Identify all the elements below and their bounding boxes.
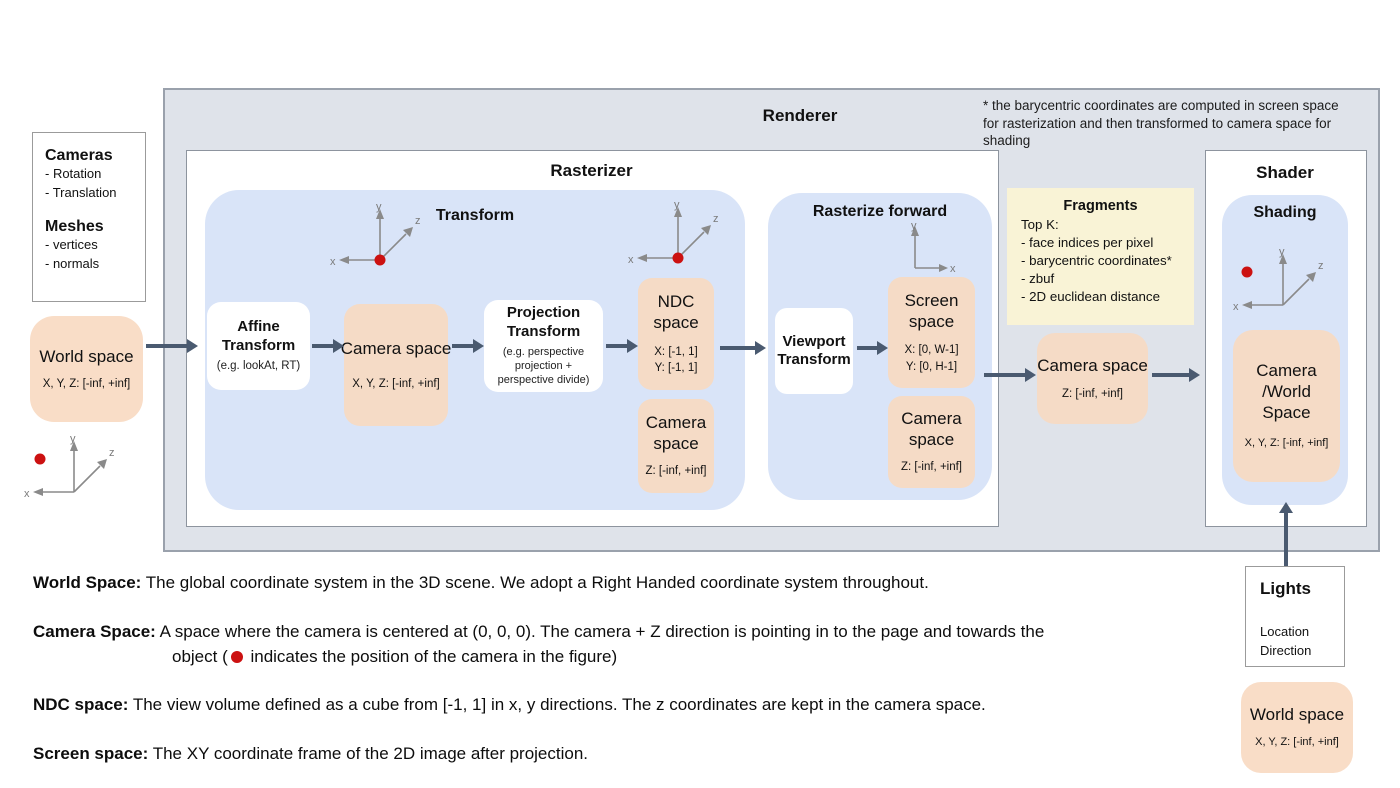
x-axis-label: x bbox=[24, 488, 30, 500]
definition-text: The XY coordinate frame of the 2D image after projection. bbox=[148, 744, 589, 763]
shading-axes-icon bbox=[1233, 243, 1325, 322]
flow-arrow-rasterizer-to-camera bbox=[984, 373, 1026, 377]
meshes-title: Meshes bbox=[45, 218, 104, 235]
y-axis-label: y bbox=[376, 201, 382, 213]
ndc-range-y: Y: [-1, 1] bbox=[654, 362, 698, 375]
world-space-title: World space bbox=[39, 346, 134, 366]
lights-item: Direction bbox=[1260, 642, 1312, 658]
world-space-input-box bbox=[30, 316, 143, 422]
affine-transform-title: Affine Transform bbox=[221, 318, 296, 354]
world-space-title: World space bbox=[1249, 705, 1345, 725]
camera-world-space-range: X, Y, Z: [-inf, +inf] bbox=[1244, 437, 1329, 450]
definition-term: NDC space: bbox=[33, 695, 129, 714]
viewport-transform-node bbox=[775, 308, 853, 394]
camera-space-z-range: Z: [-inf, +inf] bbox=[645, 465, 707, 478]
x-axis-label: x bbox=[1233, 301, 1239, 313]
world-space-lights-box bbox=[1241, 682, 1353, 773]
ndc-axes-icon bbox=[628, 196, 720, 275]
projection-transform-node bbox=[484, 300, 603, 392]
camera-space-range: Z: [-inf, +inf] bbox=[1061, 387, 1124, 400]
y-axis-label: y bbox=[674, 199, 680, 211]
definition-screen-space bbox=[33, 741, 1078, 766]
camera-space-z-range: Z: [-inf, +inf] bbox=[900, 461, 963, 474]
meshes-item: - vertices bbox=[45, 237, 98, 252]
affine-transform-subtitle: (e.g. lookAt, RT) bbox=[216, 359, 301, 372]
world-axes-icon bbox=[24, 430, 116, 509]
camera-world-space-box bbox=[1233, 330, 1340, 482]
definition-text: The global coordinate system in the 3D scene. We adopt a Right Handed coordinate system throughout. bbox=[141, 573, 929, 592]
viewport-transform-title: Viewport Transform bbox=[777, 332, 851, 368]
fragments-item: - face indices per pixel bbox=[1021, 235, 1154, 250]
shader-title: Shader bbox=[1256, 163, 1314, 182]
lights-item: Location bbox=[1260, 624, 1310, 639]
fragments-item: - zbuf bbox=[1021, 271, 1055, 286]
y-axis-label: y bbox=[70, 433, 76, 445]
z-axis-label: z bbox=[1318, 260, 1324, 272]
flow-arrow-projection-to-ndc bbox=[606, 344, 628, 348]
camera-space-title: Camera space bbox=[645, 412, 707, 454]
camera-space-title: Camera space bbox=[340, 338, 452, 358]
definition-text: A space where the camera is centered at (0, 0, 0). The camera + Z direction is pointing in to the page and towards the object ( bbox=[155, 622, 1045, 666]
definition-term: World Space: bbox=[33, 573, 142, 592]
definitions-block bbox=[33, 570, 1078, 766]
screen-axes-icon bbox=[898, 220, 956, 281]
meshes-item: - normals bbox=[45, 255, 100, 271]
camera-space-title: Camera space bbox=[901, 408, 962, 450]
fragments-box bbox=[1007, 188, 1194, 325]
flow-arrow-camera-to-projection bbox=[452, 344, 474, 348]
flow-arrow-world-to-affine bbox=[146, 344, 188, 348]
shading-title: Shading bbox=[1253, 204, 1317, 221]
cameras-item: - Rotation bbox=[45, 166, 102, 181]
camera-space-z-box bbox=[638, 399, 714, 493]
renderer-title: Renderer bbox=[762, 106, 838, 125]
world-space-range: X, Y, Z: [-inf, +inf] bbox=[1255, 735, 1339, 748]
fragments-title: Fragments bbox=[1063, 198, 1138, 214]
fragments-topk: Top K: bbox=[1021, 217, 1059, 232]
camera-space-box bbox=[340, 304, 452, 426]
camera-space-range: X, Y, Z: [-inf, +inf] bbox=[352, 377, 440, 390]
lights-box bbox=[1245, 566, 1345, 667]
screen-range-y: Y: [0, H-1] bbox=[905, 360, 958, 373]
flow-arrow-camera-to-shader bbox=[1152, 373, 1190, 377]
definition-term: Camera Space: bbox=[33, 622, 156, 641]
camera-position-dot bbox=[673, 253, 684, 264]
ndc-space-box bbox=[638, 278, 714, 390]
projection-transform-title: Projection Transform bbox=[506, 304, 581, 340]
world-space-range: X, Y, Z: [-inf, +inf] bbox=[42, 377, 131, 390]
camera-position-dot bbox=[375, 255, 386, 266]
x-axis-label: x bbox=[330, 256, 336, 268]
definition-world-space bbox=[33, 570, 1078, 595]
affine-transform-node bbox=[207, 302, 310, 390]
definition-text: indicates the position of the camera in the figure) bbox=[245, 647, 618, 666]
flow-arrow-ndc-to-viewport bbox=[720, 346, 756, 350]
screen-space-box bbox=[888, 277, 975, 388]
y-axis-label: y bbox=[1279, 246, 1285, 258]
screen-space-title: Screen space bbox=[904, 290, 959, 331]
y-axis-label: y bbox=[911, 220, 917, 232]
ndc-range-x: X: [-1, 1] bbox=[654, 345, 698, 358]
ndc-space-title: NDC space bbox=[653, 292, 699, 333]
flow-arrow-lights-to-shader bbox=[1284, 512, 1288, 566]
barycentric-annotation: * the barycentric coordinates are computed in screen space for rasterization and then transformed to camera space for shading bbox=[983, 98, 1339, 148]
camera-space-mid-box bbox=[1037, 333, 1148, 424]
flow-arrow-affine-to-camera bbox=[312, 344, 334, 348]
projection-transform-subtitle: (e.g. perspective projection + perspective divide) bbox=[497, 345, 590, 387]
lights-title: Lights bbox=[1260, 579, 1311, 598]
definition-ndc-space bbox=[33, 692, 1078, 717]
definition-camera-space bbox=[33, 619, 1078, 669]
camera-world-space-title: Camera /World Space bbox=[1256, 360, 1317, 423]
camera-space-title: Camera space bbox=[1037, 355, 1148, 375]
z-axis-label: z bbox=[415, 215, 421, 227]
inputs-panel bbox=[32, 132, 146, 302]
definition-term: Screen space: bbox=[33, 744, 149, 763]
world-space-axes-icon bbox=[330, 198, 422, 277]
fragments-item: - barycentric coordinates* bbox=[1021, 253, 1172, 268]
x-axis-label: x bbox=[628, 254, 634, 266]
transform-title: Transform bbox=[435, 207, 515, 224]
z-axis-label: z bbox=[713, 213, 719, 225]
camera-position-dot bbox=[231, 651, 243, 663]
rasterize-forward-title: Rasterize forward bbox=[812, 203, 948, 220]
cameras-item: - Translation bbox=[45, 184, 117, 200]
screen-range-x: X: [0, W-1] bbox=[904, 344, 959, 357]
camera-position-dot bbox=[1242, 267, 1253, 278]
fragments-item: - 2D euclidean distance bbox=[1021, 289, 1160, 304]
cameras-title: Cameras bbox=[45, 147, 113, 164]
z-axis-label: z bbox=[109, 447, 115, 459]
camera-space-z-box bbox=[888, 396, 975, 488]
flow-arrow-viewport-to-screen bbox=[857, 346, 878, 350]
camera-position-dot bbox=[35, 454, 46, 465]
x-axis-label: x bbox=[950, 263, 956, 275]
definition-text: The view volume defined as a cube from [-1, 1] in x, y directions. The z coordinates are kept in the camera space. bbox=[128, 695, 986, 714]
rasterizer-title: Rasterizer bbox=[550, 161, 633, 180]
